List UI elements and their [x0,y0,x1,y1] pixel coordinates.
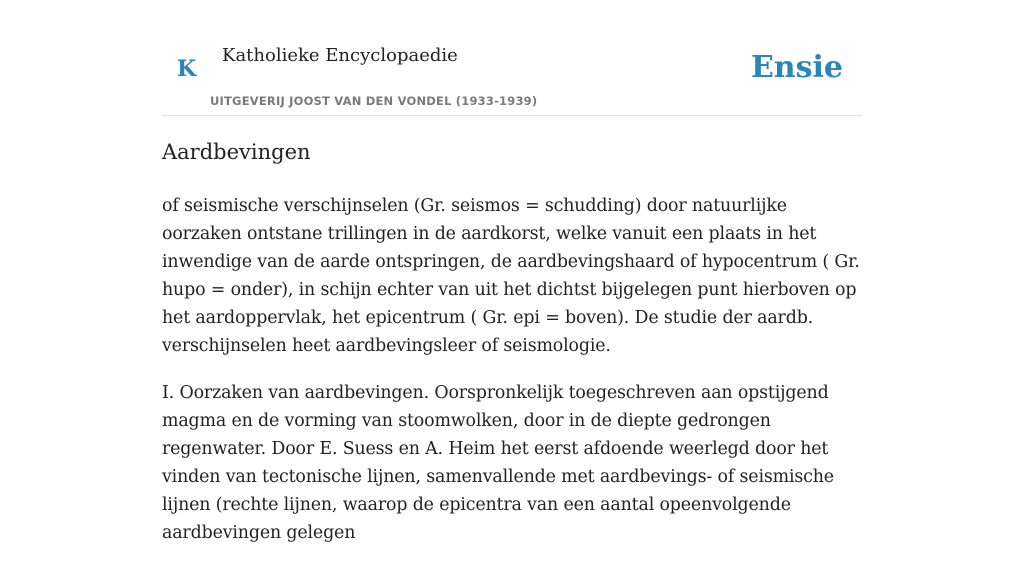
article-paragraph: of seismische verschijnselen (Gr. seismos = schudding) door natuurlijke oorzaken ontstane trillingen in de aardkorst, welke vanuit een plaats in het inwendige van de aarde ontspringen, de aardbevingshaard of hypocentrum ( Gr. hupo = onder), in schijn echter van uit het dichtst bijgelegen punt hierboven op het aardoppervlak, het epicentrum ( Gr. epi = boven). De studie der aardb. verschijnselen heet aardbevingsleer of seismologie. [162,196,860,356]
article-title: Aardbevingen [162,140,311,164]
site-logo-icon[interactable]: K [177,56,197,82]
article-body [162,192,862,566]
site-title[interactable]: Katholieke Encyclopaedie [222,45,458,66]
brand-logo[interactable]: Ensie [750,50,843,85]
publisher-label: UITGEVERIJ JOOST VAN DEN VONDEL (1933-1939) [210,94,538,108]
page [162,0,862,543]
site-header [162,0,862,116]
article-paragraph: I. Oorzaken van aardbevingen. Oorspronkelijk toegeschreven aan opstijgend magma en de vorming van stoomwolken, door in de diepte gedrongen regenwater. Door E. Suess en A. Heim het eerst afdoende weerlegd door het vinden van tectonische lijnen, samenvallende met aardbevings- of seismische lijnen (rechte lijnen, waarop de epicentra van een aantal opeenvolgende aardbevingen gelegen [162,383,834,543]
